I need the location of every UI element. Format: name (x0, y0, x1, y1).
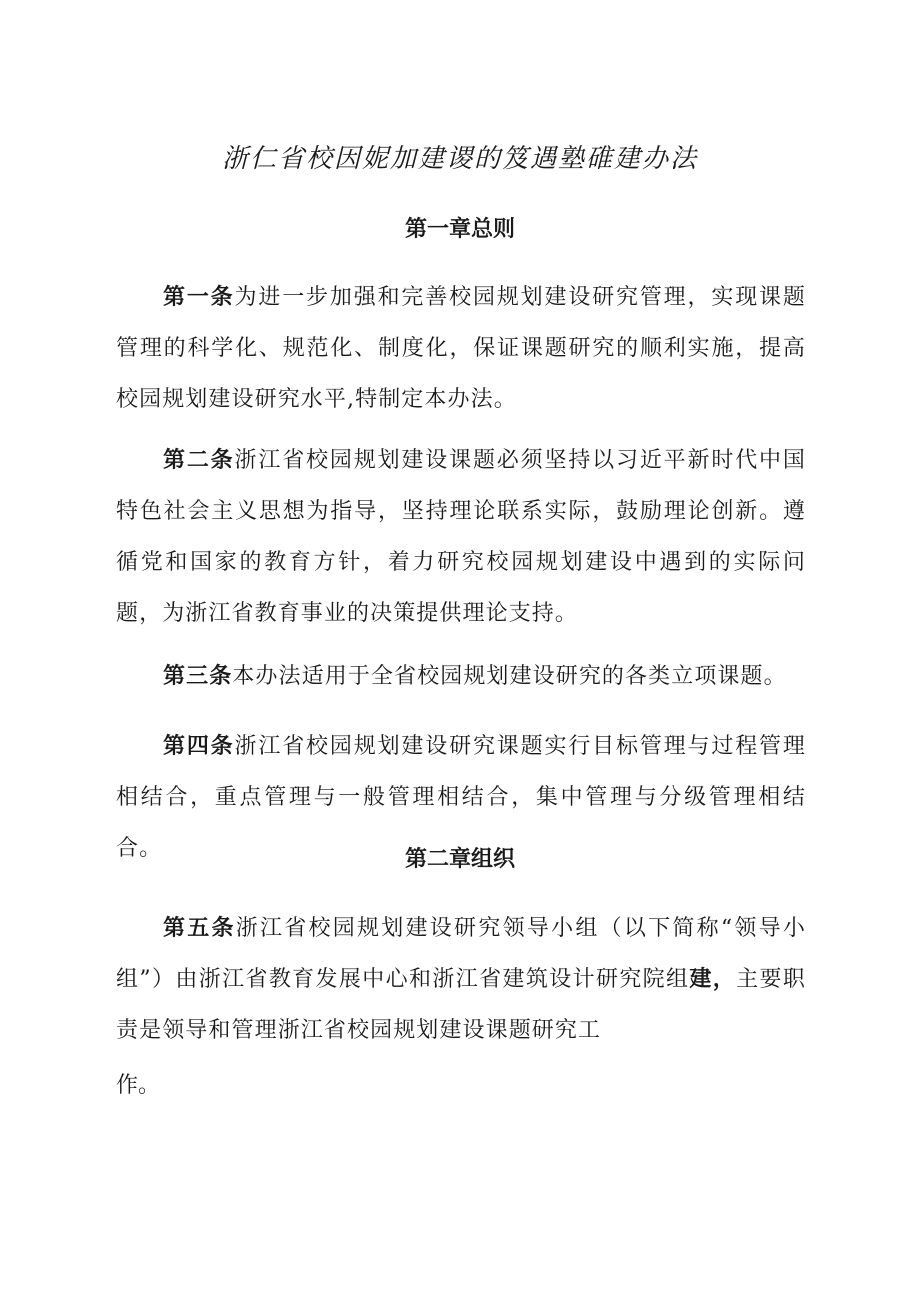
article-text: 浙江省校园规划建设研究领导小组（以下简称“领导小组”）由浙江省教育发展中心和浙江省建筑设计研究院组 (116, 916, 806, 992)
article-3 (116, 651, 806, 702)
article-text: 本办法适用于全省校园规划建设研究的各类立项课题。 (232, 664, 787, 689)
article-number: 第二条 (163, 447, 235, 473)
article-5 (116, 903, 806, 1056)
chapter-heading-general: 第一章总则 (404, 216, 515, 242)
article-number: 第一条 (163, 284, 235, 310)
document-title: 浙仁省校因妮加建谡的笈遇塾碓建办法 (221, 144, 698, 174)
article-5-tail: 作。 (116, 1073, 161, 1098)
article-text-bold: 建， (689, 966, 737, 992)
article-text: 主要职责是领导和管理浙江省校园规划建设课题研究工 (116, 967, 806, 1043)
article-2 (116, 435, 806, 639)
article-number: 第三条 (163, 663, 233, 689)
article-text: 浙江省校园规划建设课题必须坚持以习近平新时代中国特色社会主义思想为指导，坚持理论联系实际，鼓励理论创新。遵循党和国家的教育方针，着力研究校园规划建设中遇到的实际问题，为浙江省教育事业的决策提供理论支持。 (116, 448, 806, 626)
article-text: 浙江省校园规划建设研究课题实行目标管理与过程管理相结合，重点管理与一般管理相结合，集中管理与分级管理相结合。 (116, 734, 806, 861)
article-number: 第四条 (163, 733, 235, 759)
article-text: 为进一步加强和完善校园规划建设研究管理，实现课题管理的科学化、规范化、制度化，保证课题研究的顺利实施，提高校园规划建设研究水平,特制定本办法。 (116, 285, 806, 412)
article-number: 第五条 (163, 915, 236, 941)
article-1 (116, 272, 806, 425)
chapter-heading-organization: 第二章组织 (404, 846, 515, 872)
